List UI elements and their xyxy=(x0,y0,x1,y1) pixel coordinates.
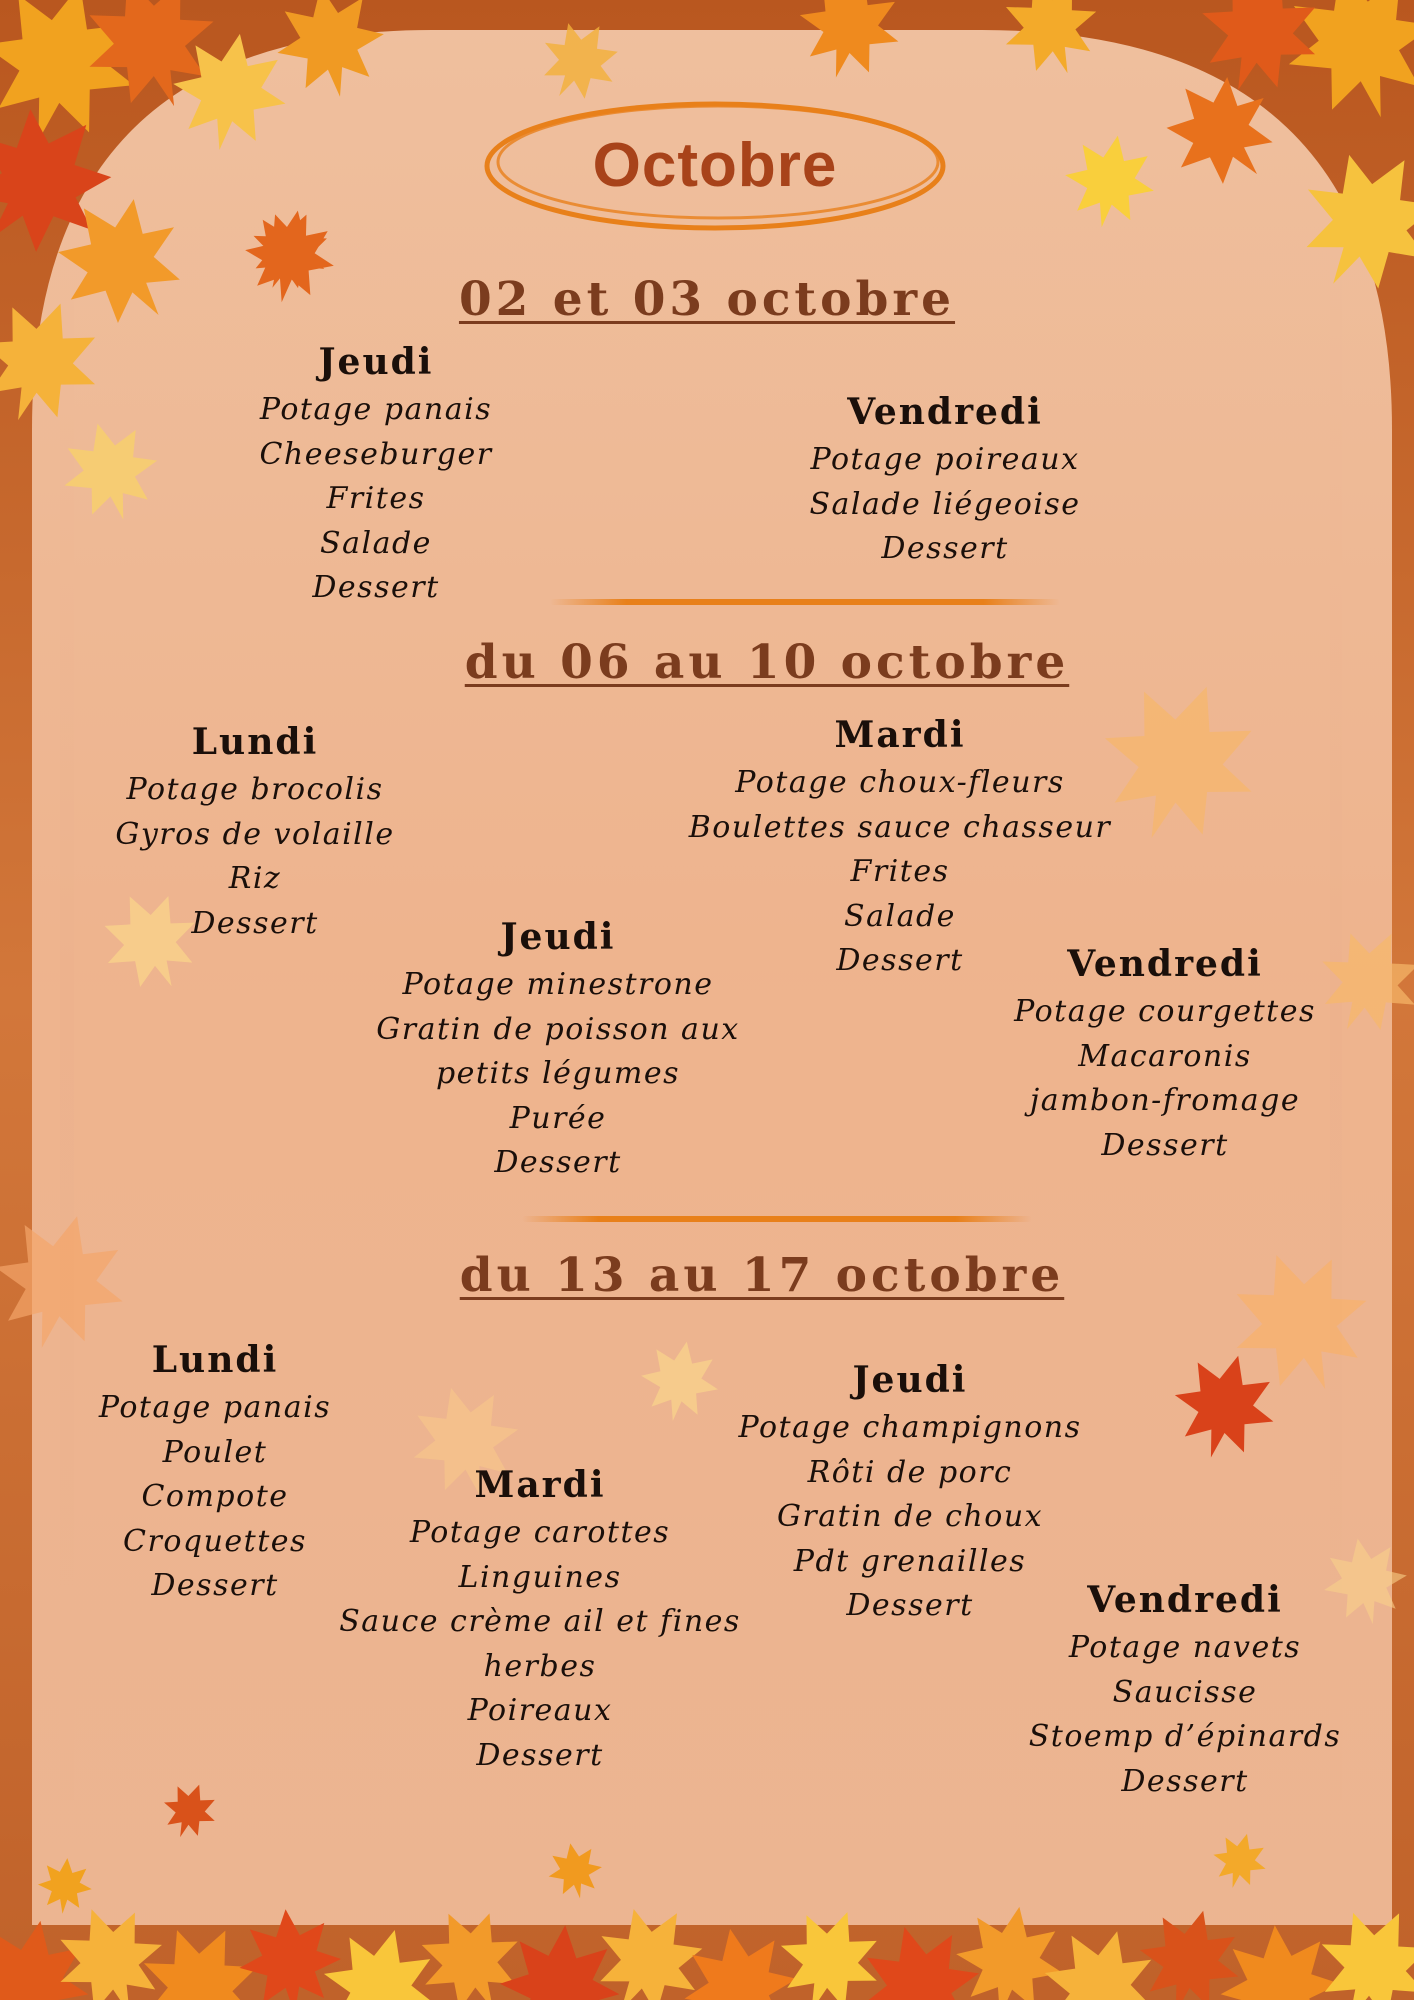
menu-item: Salade xyxy=(320,525,432,561)
day-name: Mardi xyxy=(474,1464,606,1506)
menu-item: Frites xyxy=(326,481,426,516)
day-name: Vendredi xyxy=(1087,1579,1283,1621)
day-menu-lundi xyxy=(80,1338,350,1609)
menu-item: Dessert xyxy=(312,570,440,605)
menu-item: Dessert xyxy=(836,943,964,978)
menu-item: Croquettes xyxy=(123,1523,307,1559)
day-name: Lundi xyxy=(191,721,319,763)
title-badge xyxy=(480,90,950,240)
menu-item: Potage champignons xyxy=(738,1410,1082,1445)
page-title: Octobre xyxy=(592,131,838,200)
day-name: Jeudi xyxy=(318,341,434,383)
day-menu-lundi xyxy=(95,720,415,946)
menu-item: Dessert xyxy=(1101,1127,1229,1163)
menu-item: Gratin de choux xyxy=(776,1499,1044,1534)
menu-item: Potage poireaux xyxy=(810,442,1080,477)
menu-item: Purée xyxy=(509,1100,607,1136)
menu-item: Boulettes sauce chasseur xyxy=(688,809,1112,845)
menu-item: Potage brocolis xyxy=(126,772,384,807)
week-title: du 13 au 17 octobre xyxy=(459,1248,1065,1303)
week-title: 02 et 03 octobre xyxy=(458,272,956,327)
menu-item: Salade xyxy=(844,898,956,934)
menu-item: Stoemp d’épinards xyxy=(1028,1719,1342,1754)
menu-item: Pdt grenailles xyxy=(793,1543,1027,1579)
section-divider xyxy=(522,1216,1032,1222)
menu-item: Compote xyxy=(141,1479,289,1514)
menu-item: Rôti de porc xyxy=(807,1454,1013,1490)
section-divider xyxy=(550,599,1060,605)
menu-item: Potage choux-fleurs xyxy=(735,765,1065,800)
menu-item: Dessert xyxy=(881,531,1009,566)
menu-item: Dessert xyxy=(1121,1763,1249,1799)
menu-item: Dessert xyxy=(191,905,319,941)
week-title: du 06 au 10 octobre xyxy=(464,635,1070,690)
menu-item: petits légumes xyxy=(435,1056,681,1091)
day-menu-vendredi xyxy=(795,390,1095,572)
menu-item: Gyros de volaille xyxy=(115,816,395,852)
menu-item: Potage navets xyxy=(1068,1630,1302,1665)
day-menu-mardi xyxy=(330,1463,750,1778)
menu-item: Linguines xyxy=(458,1559,622,1595)
menu-item: Sauce crème ail et fines xyxy=(339,1604,741,1639)
day-menu-vendredi xyxy=(1000,942,1330,1168)
day-menu-jeudi xyxy=(358,915,758,1186)
menu-item: Dessert xyxy=(151,1568,279,1603)
menu-item: jambon-fromage xyxy=(1029,1083,1301,1118)
day-menu-jeudi xyxy=(226,340,526,611)
menu-item: herbes xyxy=(483,1648,597,1684)
menu-item: Poireaux xyxy=(467,1693,613,1728)
menu-item: Frites xyxy=(850,854,950,889)
menu-item: Cheeseburger xyxy=(259,436,493,472)
menu-item: Dessert xyxy=(494,1145,622,1180)
menu-item: Poulet xyxy=(162,1434,268,1470)
day-name: Lundi xyxy=(151,1339,279,1381)
menu-item: Potage panais xyxy=(98,1390,332,1425)
day-name: Mardi xyxy=(834,714,966,756)
menu-item: Potage courgettes xyxy=(1014,994,1316,1029)
day-name: Jeudi xyxy=(500,916,616,958)
menu-item: Gratin de poisson aux xyxy=(376,1011,740,1047)
day-name: Jeudi xyxy=(852,1359,968,1401)
menu-item: Macaronis xyxy=(1078,1038,1252,1074)
menu-item: Dessert xyxy=(476,1737,604,1773)
menu-item: Riz xyxy=(228,861,282,896)
day-name: Vendredi xyxy=(1067,943,1263,985)
menu-item: Saucisse xyxy=(1112,1674,1258,1710)
menu-item: Dessert xyxy=(846,1588,974,1623)
menu-item: Potage carottes xyxy=(409,1515,671,1550)
menu-item: Salade liégeoise xyxy=(809,486,1081,522)
menu-item: Potage minestrone xyxy=(402,967,714,1002)
menu-item: Potage panais xyxy=(259,392,493,427)
day-menu-vendredi xyxy=(1015,1578,1355,1804)
day-name: Vendredi xyxy=(847,391,1043,433)
